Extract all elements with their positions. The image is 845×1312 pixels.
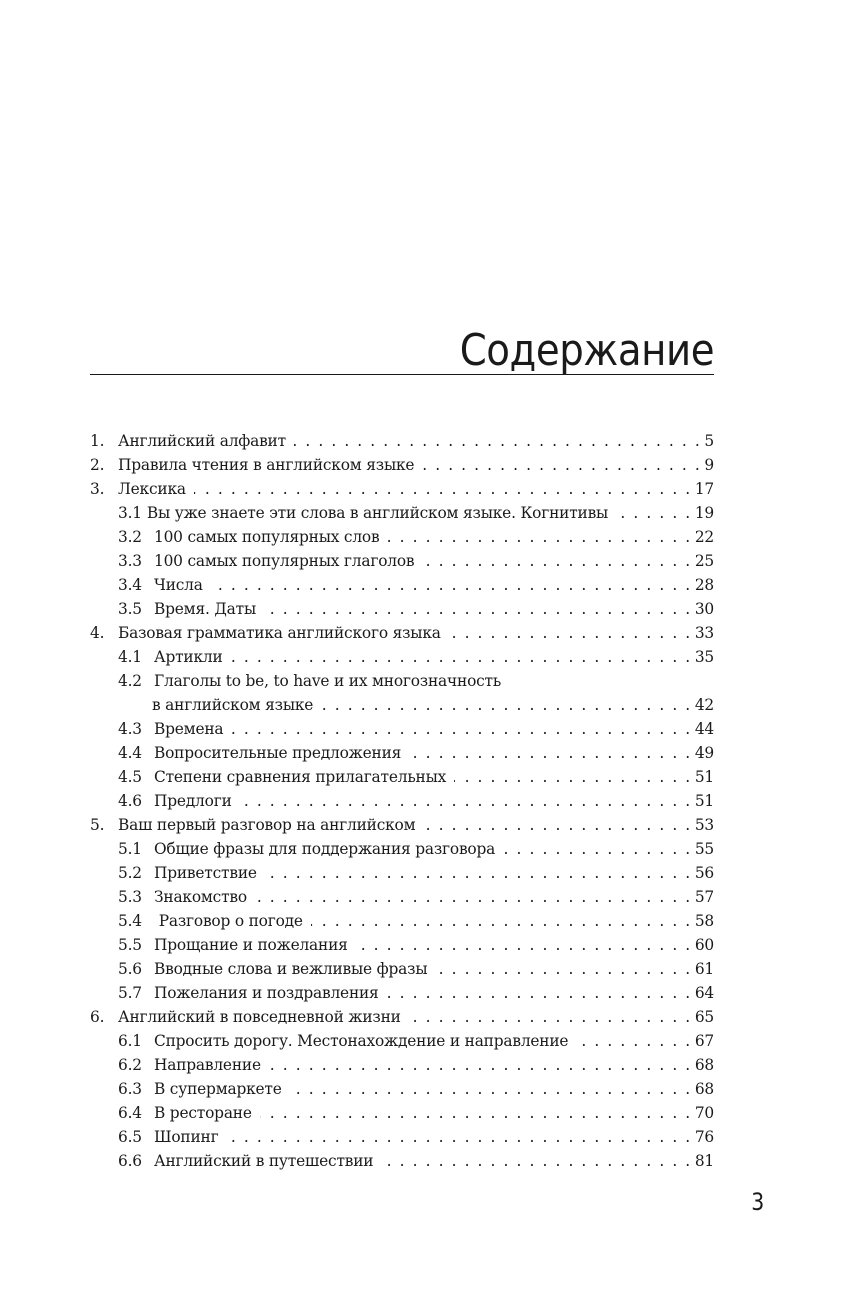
toc-entry-number: 5.3 (118, 888, 142, 906)
toc-entry-title: В супермаркете (154, 1080, 282, 1098)
toc-entry-number: 6.5 (118, 1128, 142, 1146)
toc-entry-title: в английском языке (152, 696, 314, 714)
toc-entry-page: 61 (694, 960, 714, 978)
dot-leader (387, 528, 691, 546)
toc-entry-title: Пожелания и поздравления (154, 984, 379, 1002)
toc-subentry[interactable] (90, 546, 714, 570)
toc-entry-title: Вопросительные предложения (154, 744, 402, 762)
dot-leader (454, 768, 692, 786)
dot-leader (409, 744, 692, 762)
toc-entry-number: 3.1 (118, 504, 142, 522)
dot-leader (294, 432, 701, 450)
toc-entry-number: 5.1 (118, 840, 142, 858)
dot-leader (616, 504, 692, 522)
toc-entry-number: 5.6 (118, 960, 142, 978)
toc-entry-number: 6.4 (118, 1104, 142, 1122)
toc-subentry[interactable] (90, 954, 714, 978)
toc-entry-number: 3.4 (118, 576, 142, 594)
toc-subentry[interactable] (90, 1074, 714, 1098)
toc-entry-page: 51 (694, 792, 714, 810)
toc-entry[interactable] (90, 426, 714, 450)
toc-entry-title: 100 самых популярных слов (154, 528, 380, 546)
toc-entry-page: 60 (694, 936, 714, 954)
toc-entry-page: 17 (694, 480, 714, 498)
toc-subentry[interactable] (90, 786, 714, 810)
dot-leader (311, 912, 692, 930)
dot-leader (211, 576, 692, 594)
dot-leader (449, 624, 692, 642)
toc-subentry[interactable] (90, 522, 714, 546)
toc-subentry[interactable] (90, 642, 714, 666)
toc-entry-page: 53 (694, 816, 714, 834)
dot-leader (387, 984, 692, 1002)
dot-leader (290, 1080, 692, 1098)
toc-entry-page: 68 (694, 1080, 714, 1098)
toc-entry-page: 58 (694, 912, 714, 930)
toc-subentry[interactable] (90, 834, 714, 858)
toc-entry-number: 4.1 (118, 648, 142, 666)
dot-leader (422, 456, 701, 474)
toc-subentry[interactable] (90, 1050, 714, 1074)
toc-entry-number: 3.3 (118, 552, 142, 570)
toc-entry-page: 68 (694, 1056, 714, 1074)
toc-entry-page: 65 (694, 1008, 714, 1026)
toc-entry-title: Общие фразы для поддержания разговора (154, 840, 496, 858)
page-title: Содержание (459, 325, 714, 377)
toc-entry-page: 33 (694, 624, 714, 642)
toc-entry-number: 1. (90, 432, 105, 450)
dot-leader (435, 960, 691, 978)
toc-entry-page: 5 (704, 432, 714, 450)
toc-entry-title: Шопинг (154, 1128, 219, 1146)
toc-entry-page: 44 (694, 720, 714, 738)
toc-entry-title: Правила чтения в английском языке (118, 456, 415, 474)
toc-entry-title: Числа (154, 576, 203, 594)
toc-entry-title: Артикли (154, 648, 223, 666)
toc-entry-title: 100 самых популярных глаголов (154, 552, 415, 570)
toc-entry-number: 4.4 (118, 744, 142, 762)
toc-entry-number: 6.1 (118, 1032, 142, 1050)
toc-entry-number: 4. (90, 624, 105, 642)
dot-leader (321, 696, 692, 714)
toc-subentry[interactable] (90, 1146, 714, 1170)
toc-entry-title: Английский в путешествии (154, 1152, 374, 1170)
toc-subentry[interactable] (90, 858, 714, 882)
toc-entry-page: 42 (694, 696, 714, 714)
toc-entry-page: 64 (694, 984, 714, 1002)
dot-leader (423, 816, 691, 834)
dot-leader (255, 888, 692, 906)
toc-entry-number: 3.5 (118, 600, 142, 618)
toc-subentry[interactable] (90, 1026, 714, 1050)
toc-entry-title: Приветствие (154, 864, 257, 882)
dot-leader (240, 792, 692, 810)
toc-entry-number: 5.5 (118, 936, 142, 954)
dot-leader (265, 864, 692, 882)
dot-leader (356, 936, 692, 954)
toc-subentry[interactable] (90, 714, 714, 738)
toc-subentry[interactable] (90, 738, 714, 762)
toc-subentry[interactable] (90, 882, 714, 906)
table-of-contents (90, 426, 714, 1170)
dot-leader (264, 600, 692, 618)
toc-entry-page: 9 (704, 456, 714, 474)
dot-leader (226, 1128, 691, 1146)
toc-subentry[interactable] (90, 978, 714, 1002)
dot-leader (194, 480, 692, 498)
toc-subentry[interactable] (90, 906, 714, 930)
dot-leader (231, 720, 691, 738)
toc-subentry[interactable] (90, 930, 714, 954)
toc-entry-title: Английский в повседневной жизни (118, 1008, 401, 1026)
dot-leader (269, 1056, 692, 1074)
title-divider (90, 374, 714, 375)
toc-entry[interactable] (90, 810, 714, 834)
toc-entry-page: 49 (694, 744, 714, 762)
dot-leader (422, 552, 691, 570)
toc-entry-title: Времена (154, 720, 224, 738)
toc-entry-page: 70 (694, 1104, 714, 1122)
toc-entry-page: 76 (694, 1128, 714, 1146)
toc-entry-title: Направление (154, 1056, 261, 1074)
toc-entry-number: 4.3 (118, 720, 142, 738)
toc-entry-page: 28 (694, 576, 714, 594)
toc-entry-title: Разговор о погоде (154, 912, 303, 930)
toc-entry-number: 5. (90, 816, 105, 834)
dot-leader (381, 1152, 691, 1170)
toc-entry[interactable] (90, 474, 714, 498)
toc-entry-title: Вводные слова и вежливые фразы (154, 960, 428, 978)
toc-entry-title: Лексика (118, 480, 186, 498)
page-number: 3 (751, 1188, 764, 1216)
toc-subentry[interactable] (90, 1098, 714, 1122)
toc-entry-title: Знакомство (154, 888, 247, 906)
toc-subentry[interactable] (90, 762, 714, 786)
toc-entry-page: 67 (694, 1032, 714, 1050)
toc-entry-number: 5.4 (118, 912, 142, 930)
toc-entry-number: 3.2 (118, 528, 142, 546)
toc-entry[interactable] (90, 450, 714, 474)
toc-entry-title: Ваш первый разговор на английском (118, 816, 416, 834)
toc-entry-page: 57 (694, 888, 714, 906)
toc-entry-number: 2. (90, 456, 105, 474)
dot-leader (409, 1008, 692, 1026)
toc-entry-number: 6.6 (118, 1152, 142, 1170)
toc-entry-title: Английский алфавит (118, 432, 286, 450)
toc-entry-number: 6.2 (118, 1056, 142, 1074)
toc-entry-page: 81 (694, 1152, 714, 1170)
toc-entry-title: Время. Даты (154, 600, 256, 618)
toc-entry-page: 35 (694, 648, 714, 666)
toc-entry-title: Степени сравнения прилагательных (154, 768, 447, 786)
toc-subentry[interactable] (90, 594, 714, 618)
toc-entry-page: 22 (694, 528, 714, 546)
toc-entry-title: Глаголы to be, to have и их многозначность (154, 672, 502, 690)
toc-entry-number: 3. (90, 480, 105, 498)
dot-leader (231, 648, 692, 666)
dot-leader (576, 1032, 691, 1050)
toc-entry-title: Предлоги (154, 792, 232, 810)
toc-entry-number: 4.5 (118, 768, 142, 786)
toc-entry-page: 51 (694, 768, 714, 786)
toc-subentry[interactable] (90, 666, 714, 690)
toc-entry-title: Прощание и пожелания (154, 936, 348, 954)
dot-leader (503, 840, 692, 858)
toc-subentry[interactable] (90, 498, 714, 522)
toc-subentry[interactable] (90, 1122, 714, 1146)
toc-entry-page: 30 (694, 600, 714, 618)
dot-leader (260, 1104, 692, 1122)
toc-entry-title: Спросить дорогу. Местонахождение и направление (154, 1032, 569, 1050)
toc-entry-page: 19 (694, 504, 714, 522)
toc-entry-page: 55 (694, 840, 714, 858)
toc-entry-title: В ресторане (154, 1104, 252, 1122)
toc-entry[interactable] (90, 618, 714, 642)
toc-entry-number: 6. (90, 1008, 105, 1026)
toc-entry-number: 4.6 (118, 792, 142, 810)
toc-entry-number: 4.2 (118, 672, 142, 690)
toc-subentry[interactable] (90, 570, 714, 594)
toc-entry[interactable] (90, 1002, 714, 1026)
toc-entry-title: Вы уже знаете эти слова в английском языке. Когнитивы (146, 504, 609, 522)
toc-entry-number: 6.3 (118, 1080, 142, 1098)
toc-entry-title: Базовая грамматика английского языка (118, 624, 441, 642)
toc-entry-number: 5.7 (118, 984, 142, 1002)
toc-entry-page: 25 (694, 552, 714, 570)
toc-entry-number: 5.2 (118, 864, 142, 882)
toc-entry-page: 56 (694, 864, 714, 882)
toc-subentry-continuation[interactable] (90, 690, 714, 714)
